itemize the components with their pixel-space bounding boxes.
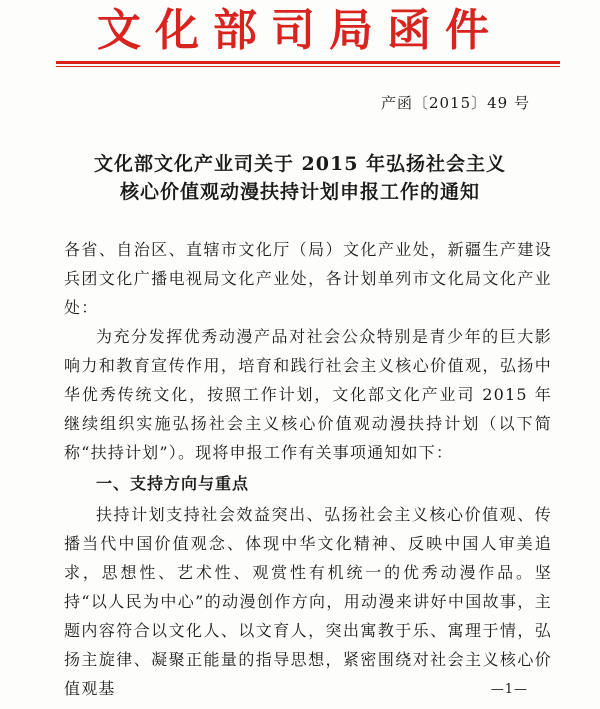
page-number: —1— [490, 682, 528, 697]
addressee-paragraph: 各省、自治区、直辖市文化厅（局）文化产业处，新疆生产建设兵团文化广播电视局文化产业处，各计划单列市文化局文化产业处： [64, 240, 552, 317]
body-paragraph-2: 扶持计划支持社会效益突出、弘扬社会主义核心价值观、传播当代中国价值观念、体现中华文化精神、反映中国人审美追求，思想性、艺术性、观赏性有机统一的优秀动漫作品。坚持“以人民为中心”的动漫创作方向，用动漫来讲好中国故事，主题内容符合以文化人、以文育人，突出寓教于乐、寓理于情，弘扬主旋律、凝聚正能量的指导思想，紧密围绕对社会主义核心价值观基 [64, 505, 552, 698]
document-title-line-1: 文化部文化产业司关于 2015 年弘扬社会主义 [93, 153, 507, 175]
section-heading-1: 一、支持方向与重点 [96, 474, 250, 493]
letterhead-rule-thin [56, 66, 560, 67]
document-number: 产函〔2015〕49 号 [380, 94, 530, 112]
letterhead-rule-thick [56, 61, 560, 64]
body-paragraph-1: 为充分发挥优秀动漫产品对社会公众特别是青少年的巨大影响力和教育宣传作用，培育和践行社会主义核心价值观，弘扬中华优秀传统文化，按照工作计划，文化部文化产业司 2015 年继续组织实施弘扬社会主义核心价值观动漫扶持计划（以下简称“扶持计划”）。现将申报工作有关事项通知如下： [64, 327, 552, 462]
document-title-line-2: 核心价值观动漫扶持计划申报工作的通知 [119, 181, 480, 203]
letterhead-title: 文化部司局函件 [97, 5, 503, 56]
